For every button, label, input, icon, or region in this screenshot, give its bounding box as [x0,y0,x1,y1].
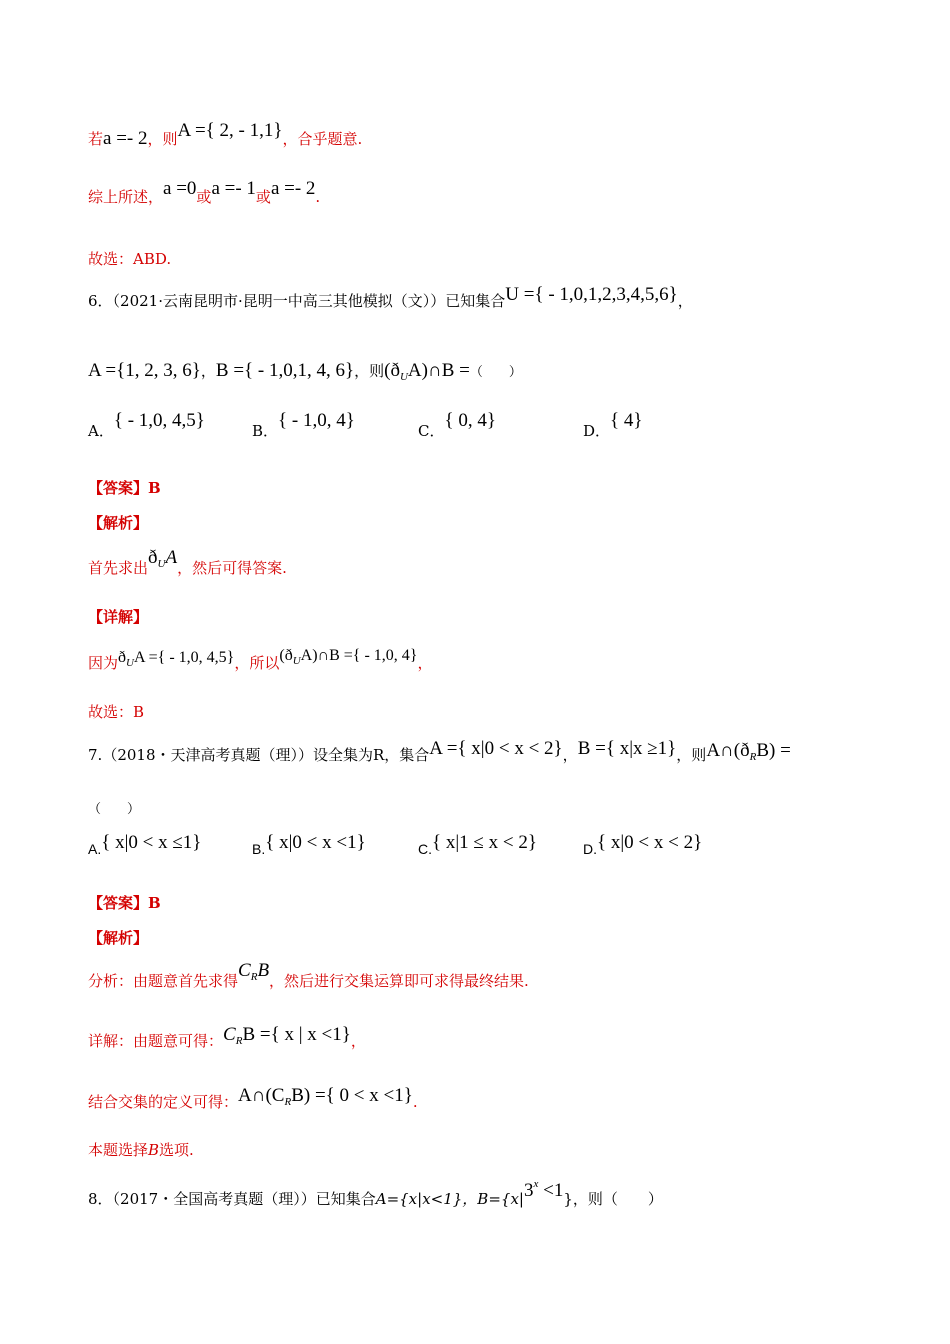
math-expression: B ={ - 1,0,1, 4, 6} [215,360,355,381]
question-6-sets: A ={1, 2, 3, 6}，B ={ - 1,0,1, 4, 6}，则$(ð_UA)\cap B$ =（ ） [88,360,522,383]
math-expression: A ={1, 2, 3, 6} [88,360,201,381]
q6-select: 故选：B [88,703,145,721]
q7-analysis-tag: 【解析】 [88,929,149,947]
math-expression: $ð_UA$ [148,547,178,570]
q6-option-d[interactable]: D．{ 4} [583,410,643,440]
q6-answer: 【答案】B [88,479,161,497]
question-8: 8．（2017・全国高考真题（理））已知集合A={x|x<1}，$B=\{x|3^x <1\}$，则（ ） [88,1178,663,1208]
q7-answer: 【答案】B [88,894,161,912]
q6-analysis-text: 首先求出$ð_UA$，然后可得答案. [88,547,287,577]
q7-option-b[interactable]: B.{ x|0 < x <1} [252,832,366,857]
q7-option-d[interactable]: D.{ x|0 < x < 2} [583,832,703,857]
select-line: 故选：ABD. [88,250,172,268]
math-expression: $C_RB$ ={ x | x <1} [223,1024,351,1047]
q6-option-c[interactable]: C．{ 0, 4} [418,410,496,440]
math-expression: a =- 2 [270,178,316,199]
q7-detail-1: 详解：由题意可得：$C_RB$ ={ x | x <1}， [88,1024,366,1050]
q6-option-b[interactable]: B．{ - 1,0, 4} [252,410,355,440]
question-6: 6．（2021·云南昆明市·昆明一中高三其他模拟（文））已知集合U ={ - 1,0,1,2,3,4,5,6}， [88,284,693,310]
math-expression: B ={ x|x ≥1} [577,738,677,759]
math-expression: $C_RB$ [238,960,270,983]
q7-option-c[interactable]: C.{ x|1 ≤ x < 2} [418,832,537,857]
math-expression: $ð_UA$ ={ - 1,0, 4,5} [118,649,235,669]
math-expression: a =- 1 [211,178,256,199]
question-7: 7.（2018・天津高考真题（理））设全集为R，集合A ={ x|0 < x < 2}，B ={ x|x ≥1}，则$A\cap(ð_RB)$ = [88,738,791,764]
math-expression: A ={ 2, - 1,1} [177,120,283,141]
math-expression: $A\cap(ð_RB)$ = [706,740,791,763]
math-expression: $3^x <1$ [523,1178,564,1201]
solution-line-1: 若a =- 2，则A ={ 2, - 1,1}，合乎题意. [88,120,363,149]
math-expression: $(ð_UA)\cap B$ ={ - 1,0, 4} [279,647,418,667]
math-expression: A ={ x|0 < x < 2} [429,738,563,759]
q7-detail-2: 结合交集的定义可得：$A\cap(C_RB)$ ={ 0 < x <1}. [88,1085,418,1111]
math-expression: U ={ - 1,0,1,2,3,4,5,6} [505,284,678,305]
q6-option-a[interactable]: A．{ - 1,0, 4,5} [88,410,205,440]
q7-option-a[interactable]: A.{ x|0 < x ≤1} [88,832,202,857]
solution-line-2: 综上所述，a =0或a =- 1或a =- 2. [88,178,321,206]
math-expression: $A\cap(C_RB)$ ={ 0 < x <1} [238,1085,413,1108]
math-expression: $(ð_UA)\cap B$ = [384,360,470,383]
math-expression: a =- 2 [103,128,148,149]
math-expression: a =0 [163,178,197,199]
q7-analysis-text: 分析：由题意首先求得$C_RB$，然后进行交集运算即可求得最终结果. [88,960,529,990]
q6-detail-tag: 【详解】 [88,608,149,626]
q7-detail-3: 本题选择B选项. [88,1141,194,1159]
q7-paren: （ ） [88,802,141,817]
q6-analysis-tag: 【解析】 [88,514,149,532]
q6-detail-text: 因为$ð_UA$ ={ - 1,0, 4,5}，所以$(ð_UA)\cap B$ ={ - 1,0, 4}， [88,647,433,672]
